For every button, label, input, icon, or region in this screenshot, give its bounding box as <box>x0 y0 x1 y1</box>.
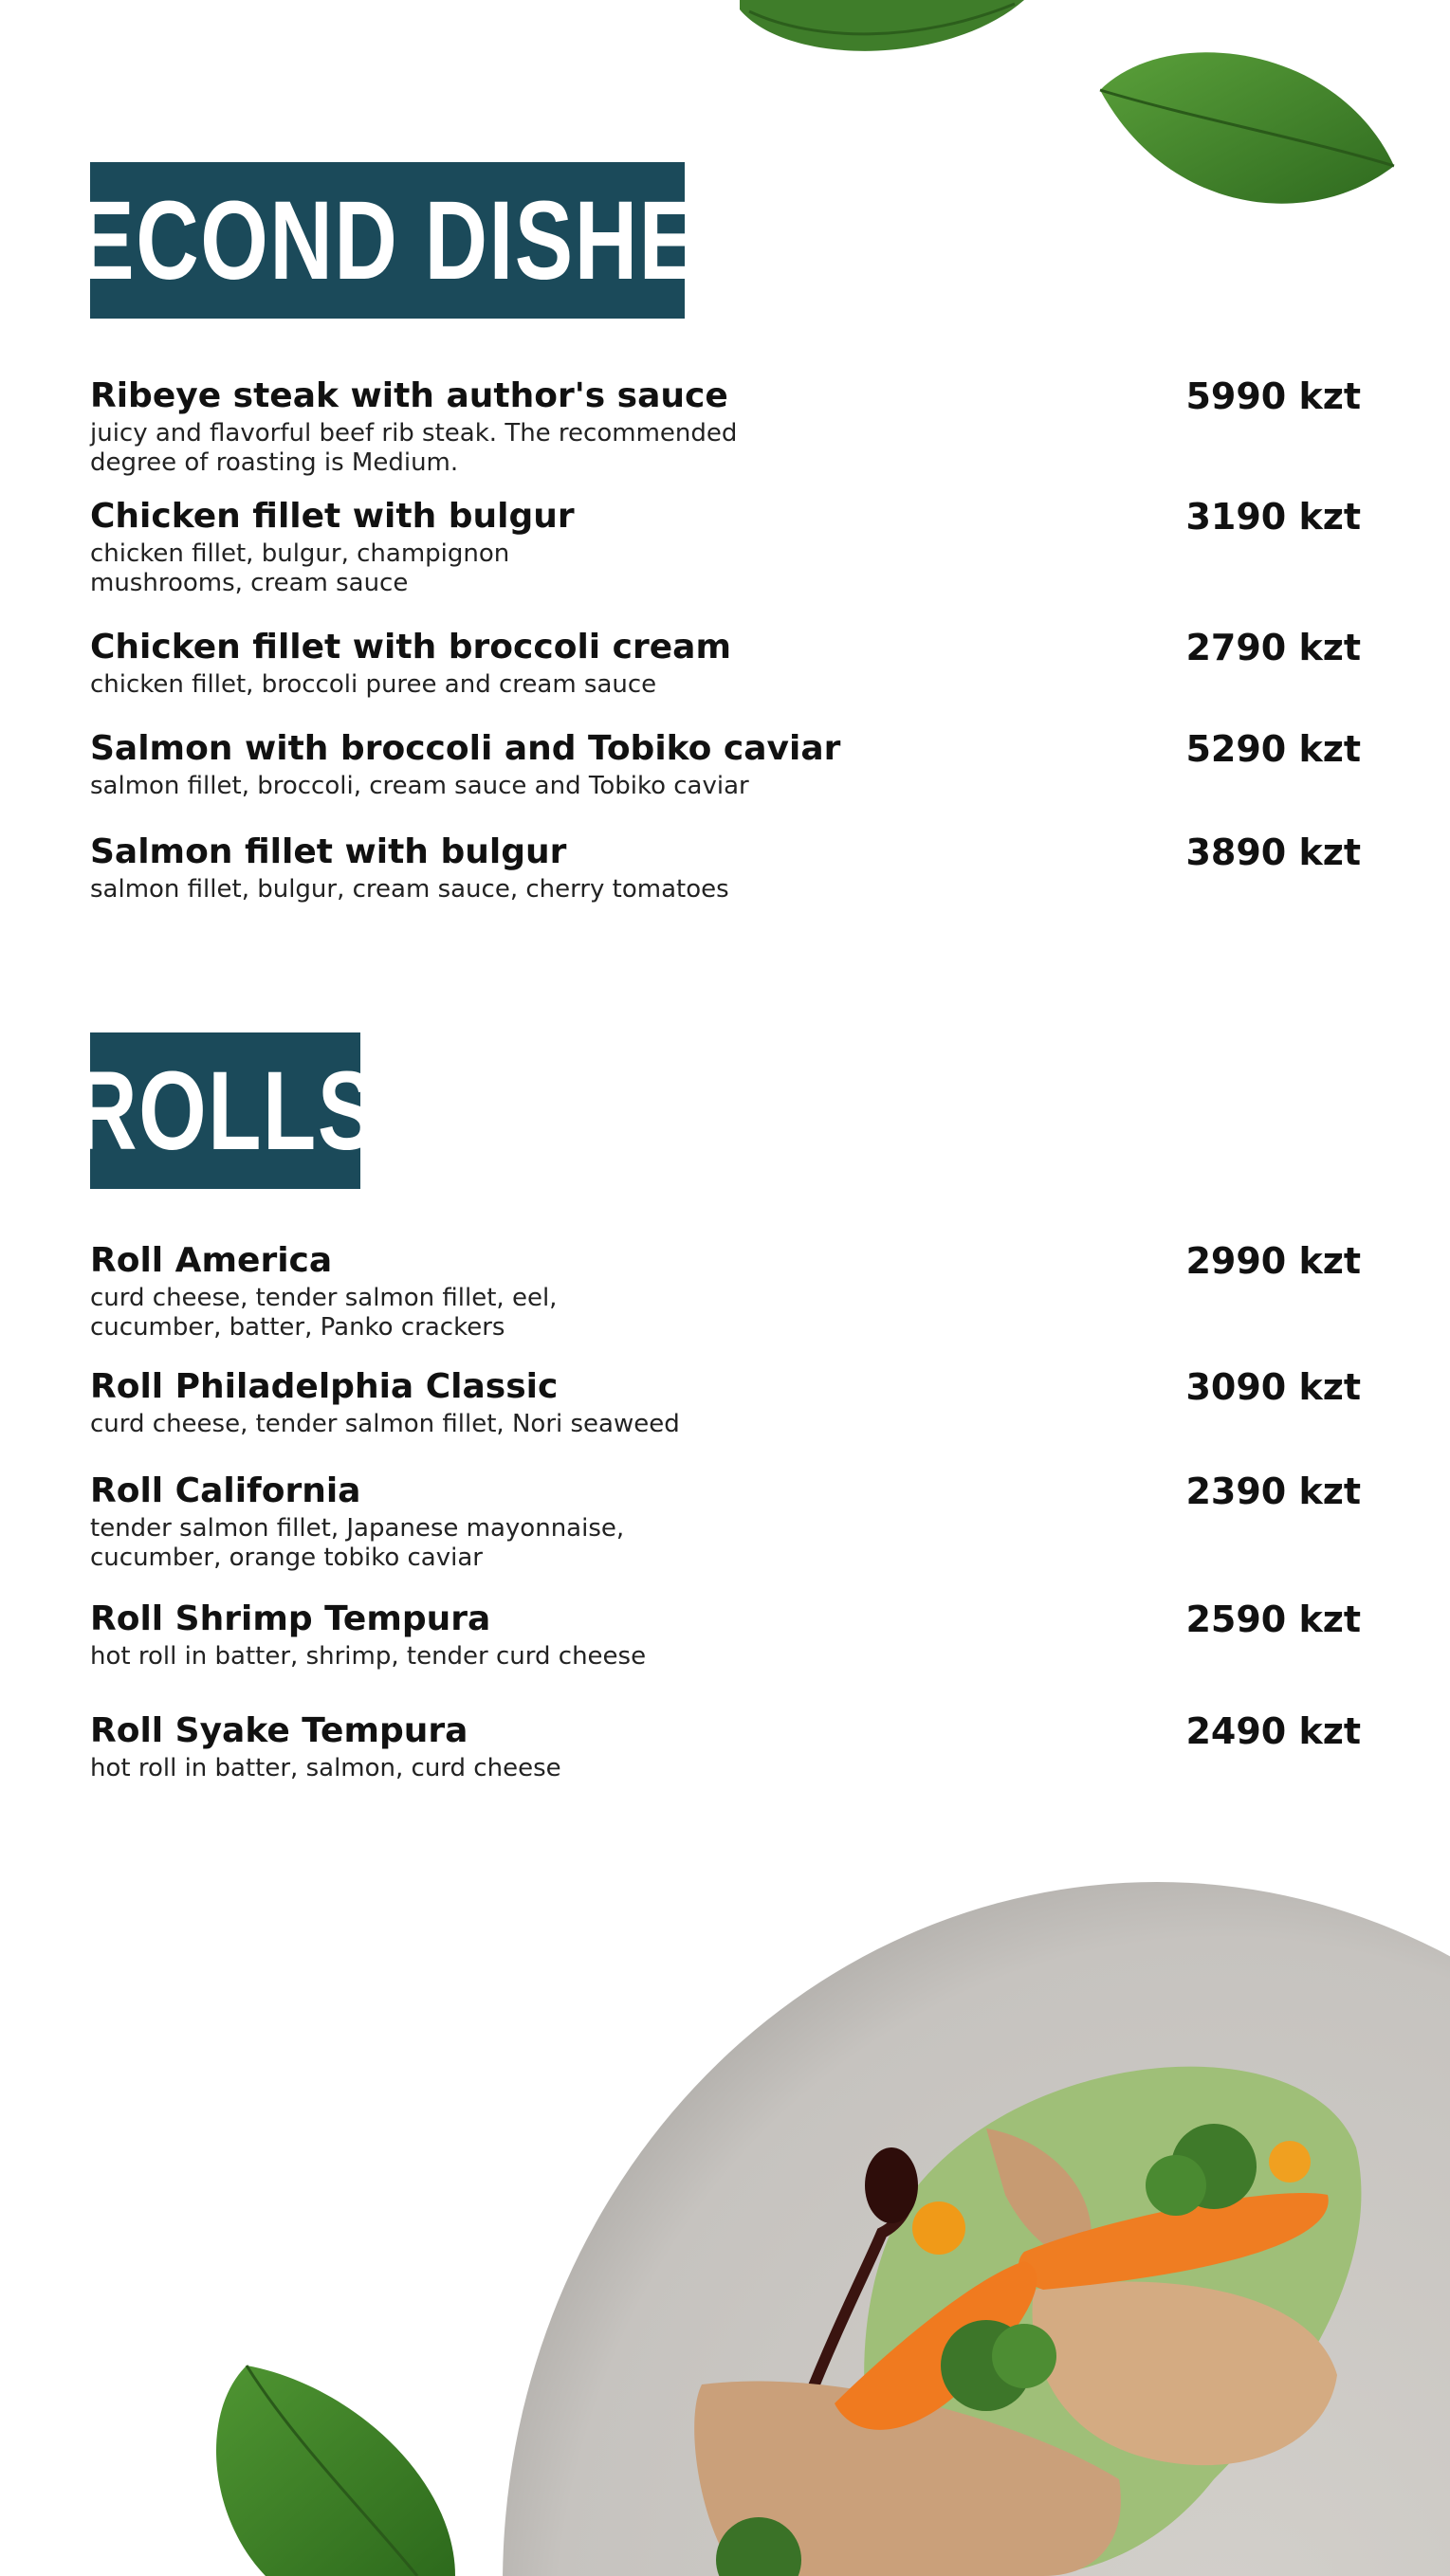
menu-item <box>90 730 1361 801</box>
menu-item <box>90 833 1361 904</box>
item-description: curd cheese, tender salmon fillet, Nori seaweed <box>90 1410 680 1438</box>
item-name: Chicken fillet with broccoli cream <box>90 628 731 667</box>
section-title-rolls: ROLLS <box>90 1032 360 1189</box>
item-name: Roll America <box>90 1241 333 1280</box>
item-name: Salmon with broccoli and Tobiko caviar <box>90 729 841 768</box>
item-description: hot roll in batter, shrimp, tender curd cheese <box>90 1642 647 1671</box>
item-name: Salmon fillet with bulgur <box>90 832 567 871</box>
item-description: salmon fillet, broccoli, cream sauce and Tobiko caviar <box>90 772 749 800</box>
item-description: hot roll in batter, salmon, curd cheese <box>90 1754 561 1782</box>
item-description: salmon fillet, bulgur, cream sauce, cherry tomatoes <box>90 875 729 904</box>
section-title-second-dishes: SECOND DISHES <box>90 162 685 319</box>
item-price: 3090 kzt <box>1185 1366 1361 1408</box>
item-description: chicken fillet, broccoli puree and cream sauce <box>90 670 657 699</box>
menu-item <box>90 1472 1361 1573</box>
item-name: Roll Shrimp Tempura <box>90 1599 491 1638</box>
menu-item <box>90 629 1361 700</box>
item-price: 5990 kzt <box>1185 375 1361 417</box>
item-price: 5290 kzt <box>1185 728 1361 770</box>
item-price: 2990 kzt <box>1185 1240 1361 1282</box>
item-name: Roll Syake Tempura <box>90 1711 468 1750</box>
menu-item <box>90 1368 1361 1439</box>
item-price: 2490 kzt <box>1185 1710 1361 1752</box>
menu-item <box>90 1712 1361 1783</box>
item-name: Ribeye steak with author's sauce <box>90 376 728 415</box>
basil-leaf-right-icon <box>1091 33 1404 223</box>
item-price: 3190 kzt <box>1185 496 1361 538</box>
item-name: Chicken fillet with bulgur <box>90 497 575 536</box>
menu-item <box>90 1600 1361 1672</box>
item-price: 2590 kzt <box>1185 1599 1361 1640</box>
item-price: 2790 kzt <box>1185 627 1361 668</box>
item-description: juicy and flavorful beef rib steak. The recommended degree of roasting is Medium. <box>90 419 738 477</box>
item-description: chicken fillet, bulgur, champignon mushrooms, cream sauce <box>90 539 510 597</box>
item-name: Roll California <box>90 1471 361 1510</box>
basil-leaf-top-icon <box>730 0 1034 66</box>
basil-leaf-bottom-icon <box>209 2356 465 2576</box>
menu-item <box>90 498 1361 598</box>
item-description: tender salmon fillet, Japanese mayonnaise, cucumber, orange tobiko caviar <box>90 1514 625 1572</box>
item-name: Roll Philadelphia Classic <box>90 1367 559 1406</box>
item-price: 3890 kzt <box>1185 831 1361 873</box>
menu-item <box>90 1242 1361 1343</box>
item-price: 2390 kzt <box>1185 1471 1361 1512</box>
item-description: curd cheese, tender salmon fillet, eel, cucumber, batter, Panko crackers <box>90 1284 558 1342</box>
menu-item <box>90 377 1361 478</box>
